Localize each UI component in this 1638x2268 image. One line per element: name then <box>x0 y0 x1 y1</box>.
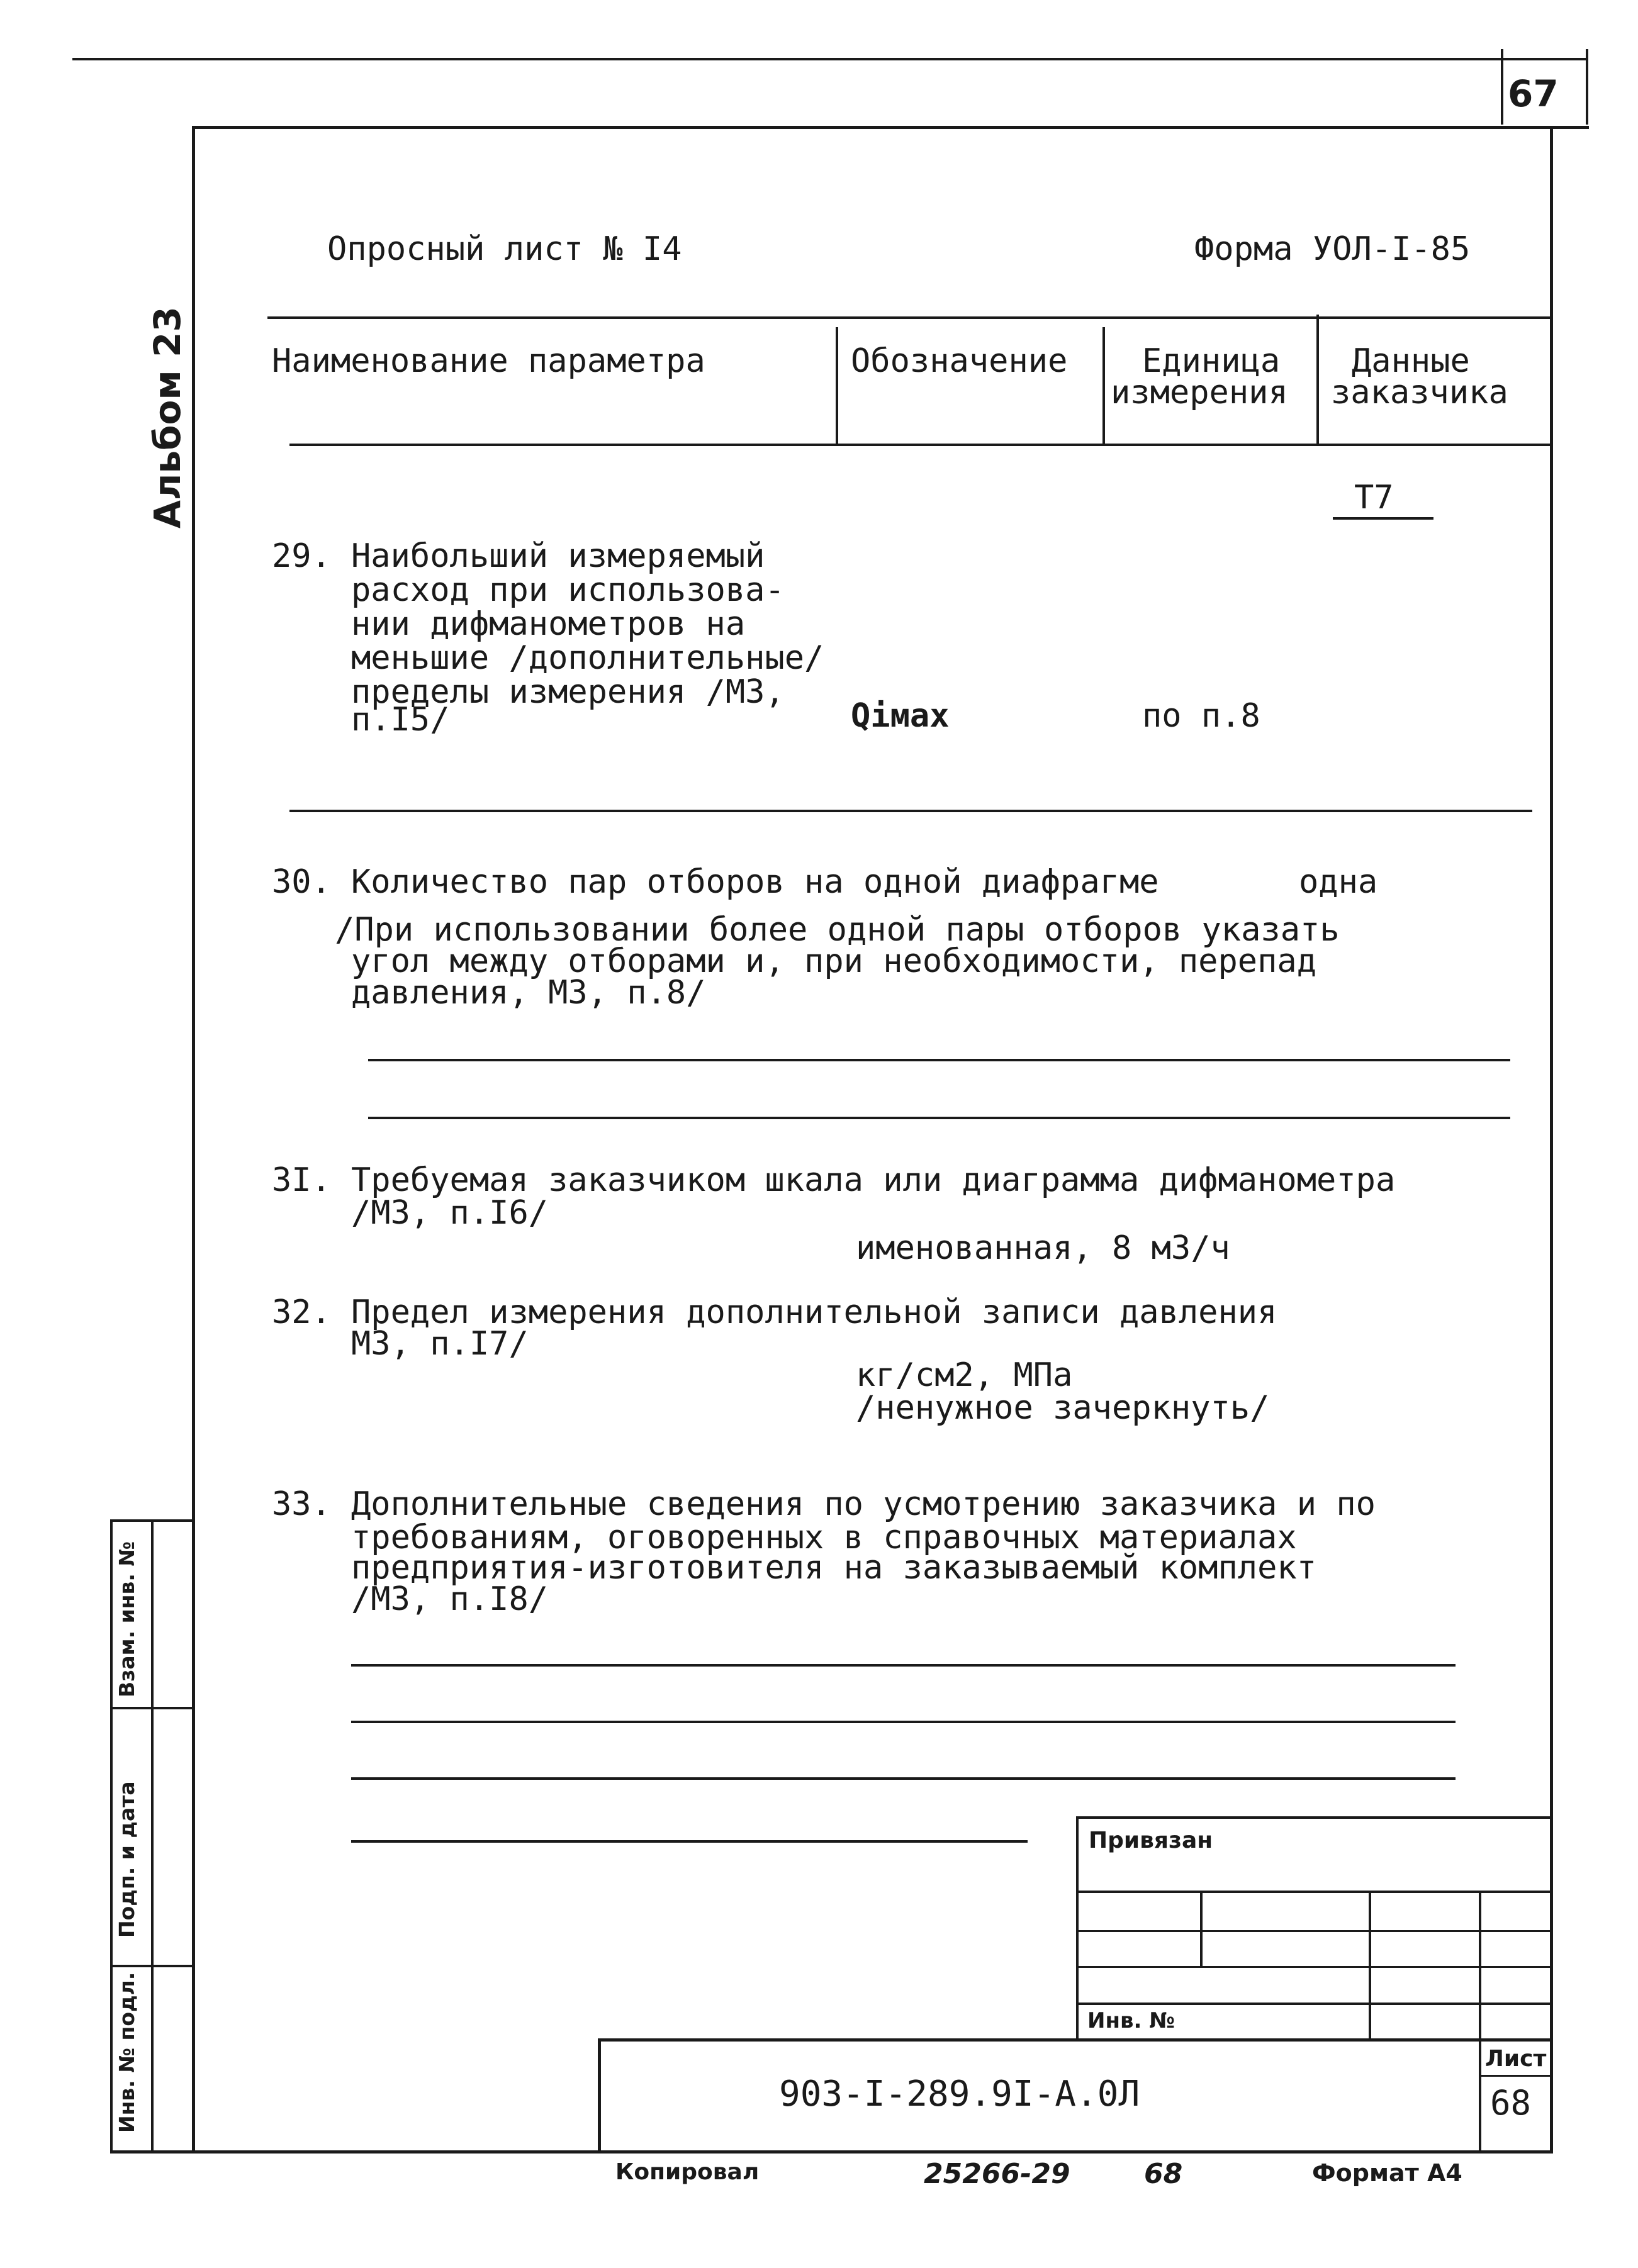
item30-note-line: давления, МЗ, п.8/ <box>351 974 706 1012</box>
col-designation: Обозначение <box>851 342 1068 380</box>
page-number-box-right <box>1586 49 1588 125</box>
item29-number: 29. <box>272 537 331 575</box>
questionnaire-title: Опросный лист № I4 <box>327 230 682 268</box>
item33-fill-line <box>351 1721 1456 1723</box>
footer-page: 68 <box>1144 2158 1183 2190</box>
side-strip-mid <box>151 1519 154 2152</box>
item30-note-line: /При использовании более одной пары отборов указать <box>335 911 1340 949</box>
item33-fill-line <box>351 1777 1456 1780</box>
item29-line: п.I5/ <box>351 701 450 739</box>
item30-fill-line <box>368 1117 1510 1119</box>
footer-order-number: 25266-29 <box>924 2158 1070 2190</box>
item31-line: /МЗ, п.I6/ <box>351 1194 549 1232</box>
table-col-divider-2 <box>1102 327 1105 445</box>
col-parameter-name: Наименование параметра <box>272 342 705 380</box>
item33-line: /МЗ, п.I8/ <box>351 1580 549 1618</box>
stamp-sheet-value: 68 <box>1490 2083 1532 2123</box>
item29-line: расход при использова- <box>351 571 785 609</box>
item33-line: Дополнительные сведения по усмотрению заказчика и по <box>351 1485 1376 1523</box>
page-number-box-left <box>1501 49 1503 125</box>
col-unit-line1: Единица <box>1142 342 1281 380</box>
side-label-vzam-inv: Взам. инв. № <box>115 1541 139 1697</box>
col-unit-line2: измерения <box>1111 374 1288 411</box>
item32-line: Предел измерения дополнительной записи давления <box>351 1293 1277 1331</box>
item31-line: Требуемая заказчиком шкала или диаграмма дифманометра <box>351 1161 1396 1199</box>
page-number: 67 <box>1508 72 1559 115</box>
item29-line: Наибольший измеряемый <box>351 537 765 575</box>
album-label: Альбом 23 <box>146 306 189 528</box>
item33-fill-line <box>351 1664 1456 1667</box>
stamp-sheet-divider <box>1479 2075 1553 2077</box>
table-col-divider-1 <box>836 327 838 445</box>
item33-line: предприятия-изготовителя на заказываемый комплект <box>351 1549 1317 1587</box>
top-border-line <box>72 58 1586 60</box>
item29-line: нии дифманометров на <box>351 605 746 643</box>
side-label-inv-podl: Инв. № подл. <box>115 1972 139 2133</box>
stamp-row-line <box>1076 1966 1553 1968</box>
stamp-row-line <box>1076 1891 1553 1893</box>
table-header-top-line <box>267 316 1550 319</box>
side-label-podp-data: Подп. и дата <box>115 1781 139 1938</box>
footer-format: Формат А4 <box>1312 2159 1462 2187</box>
item33-line: требованиям, оговоренных в справочных материалах <box>351 1519 1297 1556</box>
t7-underline <box>1333 517 1433 520</box>
item29-line: меньшие /дополнительные/ <box>351 639 824 677</box>
stamp-col-line <box>1479 1891 1481 2150</box>
frame-bottom-line <box>110 2150 1553 2153</box>
item29-line: пределы измерения /МЗ, <box>351 673 785 711</box>
table-col-divider-3 <box>1316 315 1319 445</box>
stamp-col-line <box>1369 1891 1371 2040</box>
stamp-sheet-label: Лист <box>1485 2046 1547 2072</box>
footer-kopiroval: Копировал <box>615 2159 760 2185</box>
item30-fill-line <box>368 1059 1510 1061</box>
item32-line: МЗ, п.I7/ <box>351 1325 529 1363</box>
side-strip-divider <box>110 1707 195 1709</box>
item30-text: Количество пар отборов на одной диафрагме <box>351 863 1159 901</box>
item32-value-line: /ненужное зачеркнуть/ <box>856 1389 1270 1427</box>
item29-symbol: Qiмax <box>851 697 950 735</box>
col-customer-data-line2: заказчика <box>1331 374 1508 411</box>
form-code: Форма УОЛ-I-85 <box>1194 230 1471 268</box>
stamp-row-line <box>1076 1930 1553 1932</box>
item30-number: 30. <box>272 863 331 901</box>
stamp-col-line <box>1200 1891 1203 1966</box>
document-code: 903-I-289.9I-A.0Л <box>779 2074 1140 2114</box>
t7-label: Т7 <box>1354 479 1394 517</box>
stamp-privyazan: Привязан <box>1089 1828 1213 1853</box>
stamp-inv-no: Инв. № <box>1087 2008 1175 2033</box>
side-strip-divider <box>110 1965 195 1967</box>
item33-number: 33. <box>272 1485 331 1523</box>
stamp-top-line <box>1076 1816 1553 1819</box>
item32-value-line: кг/см2, МПа <box>856 1356 1073 1394</box>
item33-fill-line <box>351 1840 1028 1843</box>
item31-value: именованная, 8 м3/ч <box>856 1229 1230 1267</box>
item30-value: одна <box>1299 863 1378 901</box>
stamp-left-line <box>1076 1816 1079 2040</box>
item31-number: 3I. <box>272 1161 331 1199</box>
frame-right-line <box>1550 126 1553 2153</box>
side-strip-left <box>110 1519 113 2152</box>
item32-number: 32. <box>272 1293 331 1331</box>
frame-top-line <box>192 126 1589 129</box>
frame-left-line <box>192 126 195 2153</box>
table-header-bottom-line <box>289 444 1550 446</box>
col-customer-data-line1: Данные <box>1352 342 1470 380</box>
item29-separator <box>289 810 1532 812</box>
side-strip-top <box>110 1519 195 1522</box>
stamp-code-top-line <box>598 2038 1553 2042</box>
item30-note-line: угол между отборами и, при необходимости, перепад <box>351 942 1317 980</box>
stamp-row-line <box>1076 2003 1553 2005</box>
item29-value: по п.8 <box>1142 697 1260 735</box>
stamp-code-left-line <box>598 2038 601 2152</box>
